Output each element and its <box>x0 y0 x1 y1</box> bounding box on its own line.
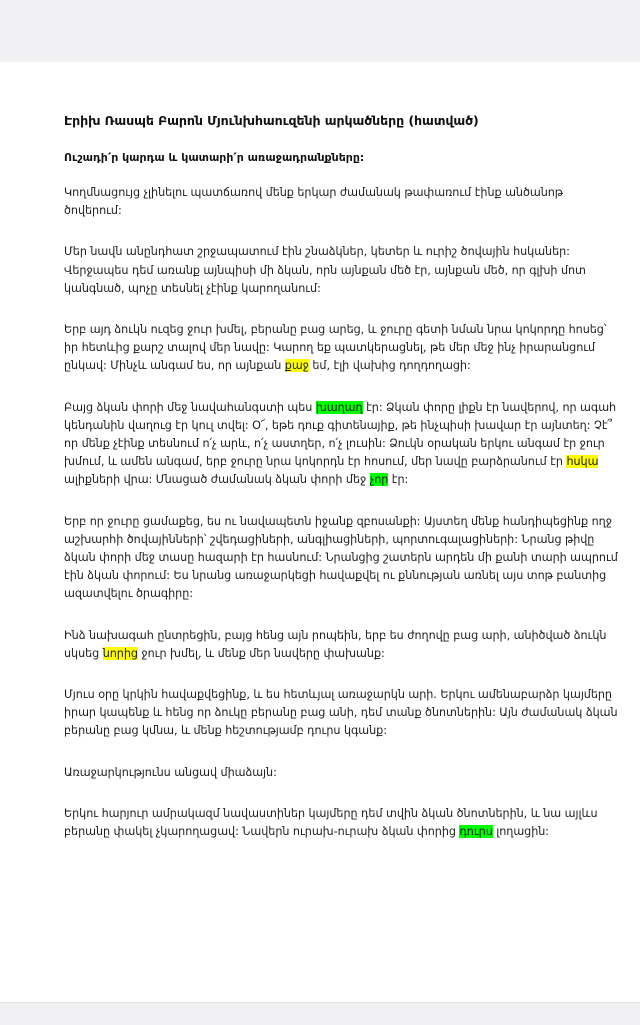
text-run: Կողմնացույց չլինելու պատճառով մենք երկար ժամանակ թափառում էինք անծանոթ ծովերում: <box>64 186 564 218</box>
document-title: Էրիխ Ռասպե Բարոն Մյունխհաուզենի արկածները (հատված) <box>64 113 479 128</box>
text-run: Մյուս օրը կրկին հավաքվեցինք, և ես հետևյալ առաջարկն արի. Երկու ամենաբարձր կայմերը իրար կապենք և հենց որ ձուկը բերանը բաց անի, դեմ տանք ծնոտներին: Այն ժամանակ ձկան բերանը բաց կմնա, և մենք հեշտությամբ դուրս կգանք: <box>64 688 618 738</box>
paragraph <box>64 764 624 782</box>
text-run: Առաջարկությունս անցավ միաձայն: <box>64 765 277 779</box>
text-run: ջուր խմել, և մենք մեր նավերը փախանք: <box>137 646 385 660</box>
paragraph <box>64 321 624 376</box>
highlighted-word: հսկա <box>566 455 599 469</box>
highlighted-word: չոր <box>369 473 389 487</box>
text-run: ալիքների վրա: Մնացած ժամանակ ձկան փորի մեջ <box>64 473 370 487</box>
document-body <box>64 184 624 841</box>
paragraph <box>64 243 624 298</box>
text-run: Երկու հարյուր ամրակազմ նավաստիներ կայմերը դեմ տվին ձկան ծնոտներին, և նա այլևս բերանը փակել չկարողացավ: Նավերն ուրախ-ուրախ ձկան փորից <box>64 806 598 839</box>
text-run: Ինձ նախագահ ընտրեցին, բայց հենց այն րոպեին, երբ ես ժողովը բաց արի, անիծված ձուկն սկսեց <box>64 628 607 660</box>
text-run: եմ, էլի վախից դողդողացի: <box>308 359 471 373</box>
document-subtitle: Ուշադի՛ր կարդա և կատարի՛ր առաջադրանքները: <box>64 151 365 164</box>
paragraph <box>64 399 624 490</box>
highlighted-word: դուրս <box>459 825 493 839</box>
paragraph <box>64 513 624 604</box>
text-run: էր: Ձկան փորը լիքն էր նավերով, որ ագահ կենդանին վաղուց էր կուլ տվել: Օ՜, եթե դուք գիտենայիք, թե ինչպիսի խավար էր այնտեղ: Չէ՞ որ մենք չէինք տեսնում ո՛չ արև, ո՛չ աստղեր, ո՛չ լուսին: Ձուկն օրական երկու անգամ էր ջուր խմում, և ամեն անգամ, երբ ջուրը նրա կոկորդն էր հոսում, մեր նավը բարձրանում էր <box>64 400 617 469</box>
viewer-bottom-bar <box>0 1002 640 1025</box>
highlighted-word: խաղաղ <box>315 400 363 414</box>
text-run: Բայց ձկան փորի մեջ նավահանգստի պես <box>64 400 316 414</box>
text-run: Երբ որ ջուրը ցամաքեց, ես ու նավապետն իջանք զբոսանքի: Այստեղ մենք հանդիպեցինք ողջ աշխարհի ծովայինների՝ շվեդացիների, անգլիացիների, պորտուգալացիների: Նրանց թիվը ձկան փորի մեջ տասը հազարի էր հասնում: Նրանցից շատերն արդեն մի քանի տարի ապրում էին ձկան փորում: Ես նրանց առաջարկեցի հավաքվել ու քննության առնել այս տոթ բանտից ազատվելու ծրագիրը: <box>64 514 618 601</box>
document-content <box>64 112 624 864</box>
paragraph <box>64 805 624 841</box>
paragraph <box>64 184 624 220</box>
highlighted-word: նորից <box>102 646 138 660</box>
text-run: լողացին: <box>492 825 550 839</box>
paragraph <box>64 627 624 663</box>
viewer-top-bar <box>0 0 640 62</box>
text-run: Երբ այդ ձուկն ուզեց ջուր խմել, բերանը բաց արեց, և ջուրը գետի նման նրա կոկորդը հոսեց՝ իր հետևից քարշ տալով մեր նավը: Կարող եք պատկերացնել, թե մեր մեջ ինչ իրարանցում ընկավ: Մինչև անգամ ես, որ այնքան <box>64 323 607 373</box>
text-run: էր: <box>388 473 409 487</box>
highlighted-word: քաջ <box>284 359 309 373</box>
paragraph <box>64 686 624 741</box>
text-run: Մեր նավն անընդհատ շրջապատում էին շնաձկներ, կետեր և ուրիշ ծովային հսկաներ: Վերջապես դեմ առանք այնպիսի մի ձկան, որն այնքան մեծ էր, այնքան մեծ, որ գլխի մոտ կանգնած, պոչը տեսնել չէինք կարողանում: <box>64 245 586 295</box>
